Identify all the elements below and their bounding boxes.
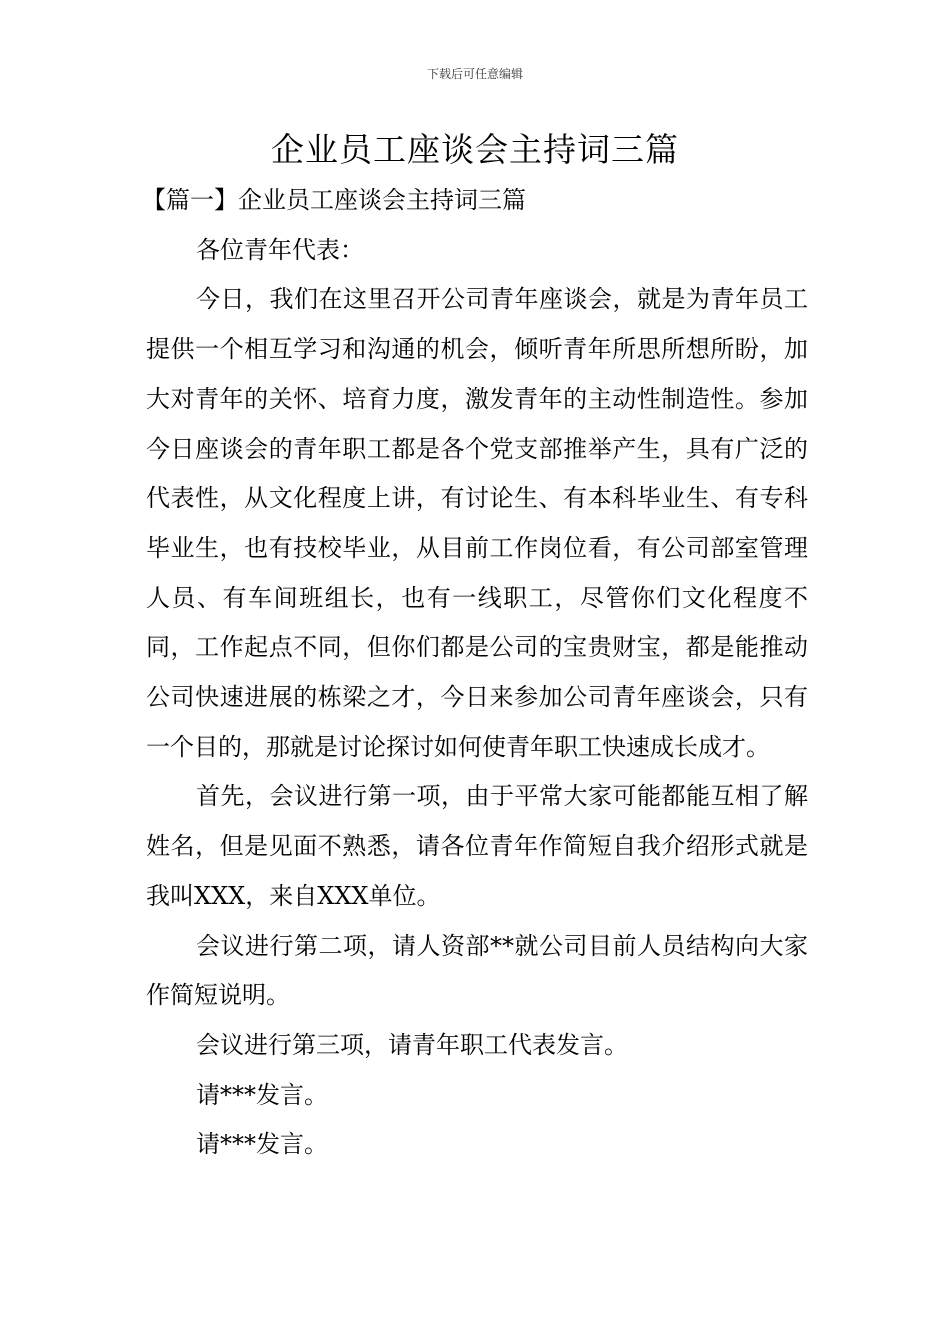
paragraph-item-three: 会议进行第三项，请青年职工代表发言。 <box>196 1030 628 1059</box>
paragraph-item-one: 首先，会议进行第一项，由于平常大家可能都能互相了解姓名，但是见面不熟悉，请各位青年作简短自我介绍形式就是我叫XXX，来自XXX单位。 <box>146 782 808 910</box>
paragraph-intro: 今日，我们在这里召开公司青年座谈会，就是为青年员工提供一个相互学习和沟通的机会，倾听青年所思所想所盼，加大对青年的关怀、培育力度，激发青年的主动性制造性。参加今日座谈会的青年职工都是各个党支部推举产生，具有广泛的代表性，从文化程度上讲，有讨论生、有本科毕业生、有专科毕业生，也有技校毕业，从目前工作岗位看，有公司部室管理人员、有车间班组长，也有一线职工，尽管你们文化程度不同，工作起点不同，但你们都是公司的宝贵财宝，都是能推动公司快速进展的栋梁之才，今日来参加公司青年座谈会，只有一个目的，那就是讨论探讨如何使青年职工快速成长成才。 <box>146 285 808 761</box>
document-body <box>142 176 808 1170</box>
document-title: 企业员工座谈会主持词三篇 <box>271 130 679 169</box>
paragraph-greeting: 各位青年代表： <box>196 235 364 264</box>
paragraph-speaker-one: 请***发言。 <box>196 1080 328 1109</box>
header-note: 下载后可任意编辑 <box>426 67 523 81</box>
paragraph-item-two: 会议进行第二项，请人资部**就公司目前人员结构向大家作简短说明。 <box>146 931 808 1010</box>
paragraph-speaker-two: 请***发言。 <box>196 1130 328 1159</box>
section-heading: 【篇一】企业员工座谈会主持词三篇 <box>142 186 526 214</box>
